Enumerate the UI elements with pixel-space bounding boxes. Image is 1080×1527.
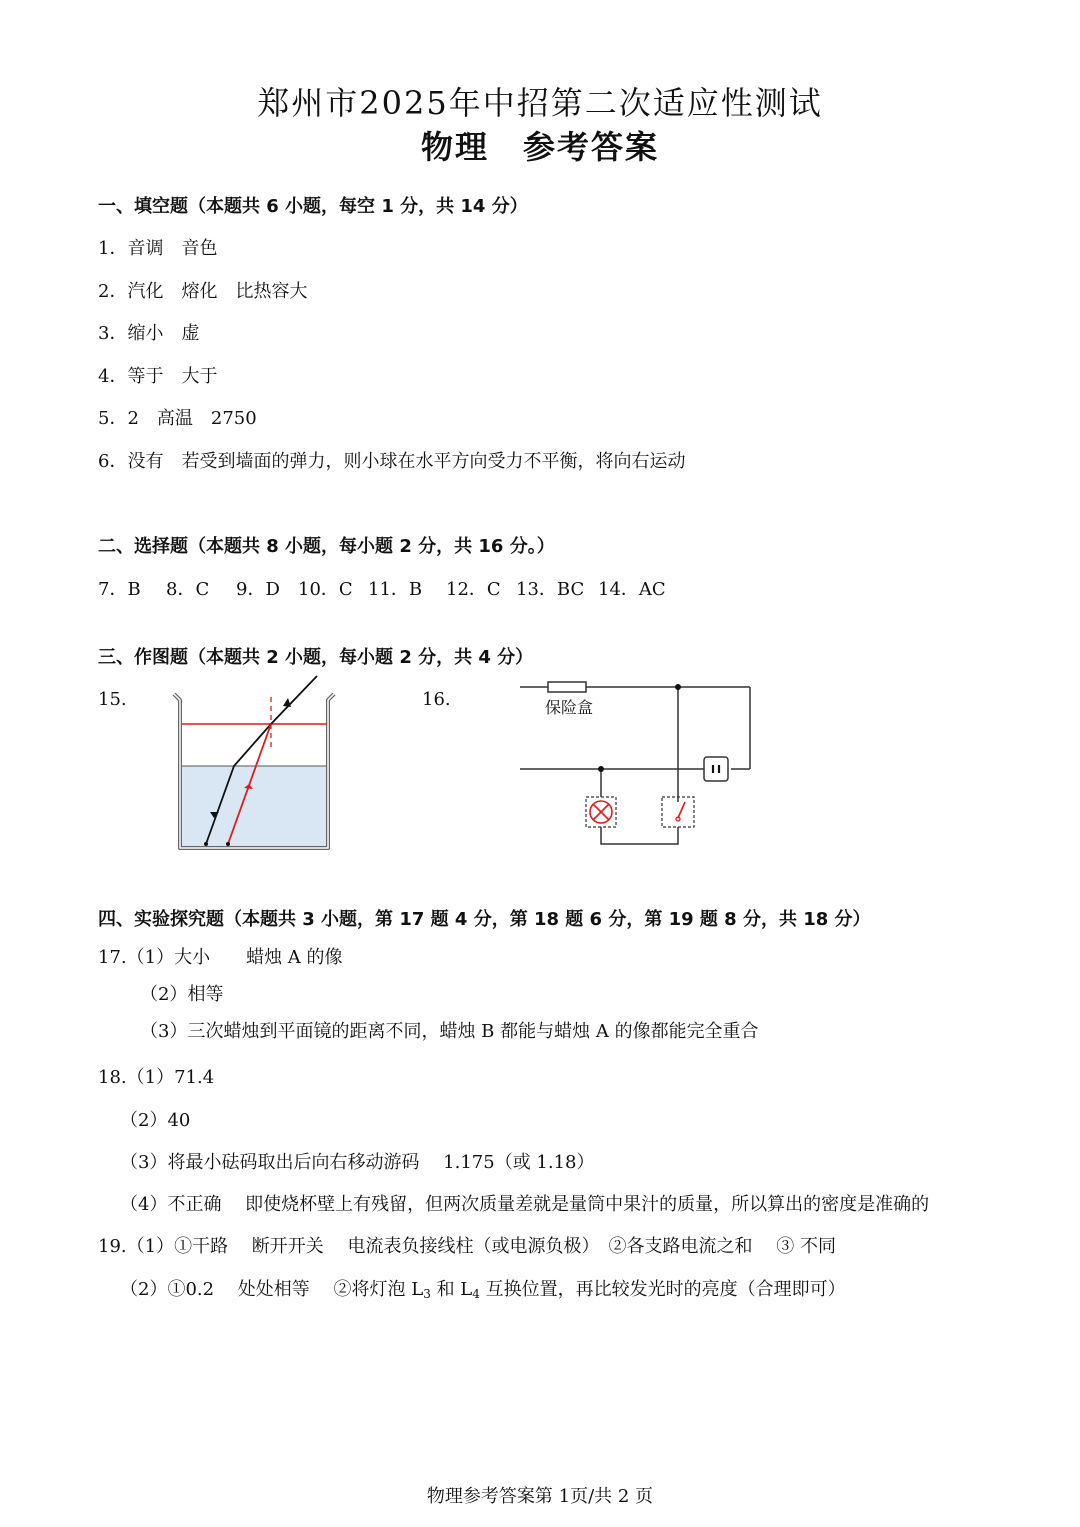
choice-answer-12: 12．C [446,579,501,600]
answer-19-2-part-c: 互换位置，再比较发光时的亮度（合理即可） [485,1279,846,1300]
lamp-subscript-3: 3 [423,1287,431,1301]
answer-18-1: 18.（1）71.4 [98,1067,215,1088]
switch-blade-icon [678,802,685,818]
answer-18-4: （4）不正确 即使烧杯壁上有残留，但两次质量差就是量筒中果汁的质量，所以算出的密度是准确的 [120,1194,930,1215]
answer-19-2-part-a: （2）①0.2 处处相等 ②将灯泡 L [120,1279,424,1300]
refracted-end-point [226,842,230,846]
answer-2: 2．汽化 熔化 比热容大 [98,281,308,302]
answer-6: 6．没有 若受到墙面的弹力，则小球在水平方向受力不平衡，将向右运动 [98,451,686,472]
page-footer: 物理参考答案第 1页/共 2 页 [426,1486,654,1507]
answer-19-2 [120,1275,846,1301]
choice-answer-14: 14．AC [598,579,666,600]
choice-answer-11: 11．B [368,579,423,600]
section-1-heading: 一、填空题（本题共 6 小题，每空 1 分，共 14 分） [98,196,528,217]
answer-3: 3．缩小 虚 [98,323,200,344]
ray-arrow-1 [283,698,291,707]
answer-18-3: （3）将最小砝码取出后向右移动游码 1.175（或 1.18） [120,1152,595,1173]
section-4-heading: 四、实验探究题（本题共 3 小题，第 17 题 4 分，第 18 题 6 分，第 19 题 8 分，共 18 分） [98,909,871,930]
section-2-heading: 二、选择题（本题共 8 小题，每小题 2 分，共 16 分。） [98,536,555,557]
choice-answer-10: 10．C [298,579,353,600]
fuse-box-symbol [548,682,586,692]
answer-5: 5．2 高温 2750 [98,408,257,429]
answer-4: 4．等于 大于 [98,366,218,387]
refraction-diagram [170,672,340,854]
answer-1: 1．音调 音色 [98,238,218,259]
fuse-box-label: 保险盒 [545,698,594,717]
water-region [182,766,327,848]
wire-lamp-switch [601,827,678,844]
page-title: 郑州市2025年中招第二次适应性测试 [257,84,823,122]
answer-17-2: （2）相等 [140,984,224,1005]
choice-answer-8: 8．C [166,579,210,600]
answer-17-1: 17.（1）大小 蜡烛 A 的像 [98,947,343,968]
section-3-heading: 三、作图题（本题共 2 小题，每小题 2 分，共 4 分） [98,647,534,668]
question-16-label: 16. [422,689,451,710]
question-15-label: 15. [98,689,127,710]
answer-18-2: （2）40 [120,1110,191,1131]
lamp-subscript-4: 4 [472,1287,480,1301]
answer-19-1: 19.（1）①干路 断开开关 电流表负接线柱（或电源负极） ②各支路电流之和 ③ 不同 [98,1236,836,1257]
junction-bottom [598,766,604,772]
socket-icon [704,757,728,781]
switch-contact [676,817,680,821]
page-subtitle: 物理 参考答案 [420,128,659,166]
ray-end-point [204,842,208,846]
junction-top [675,684,681,690]
answer-17-3: （3）三次蜡烛到平面镜的距离不同，蜡烛 B 都能与蜡烛 A 的像都能完全重合 [140,1021,759,1042]
choice-answer-9: 9．D [236,579,280,600]
answer-19-2-part-b: 和 L [436,1279,473,1300]
choice-answer-7: 7．B [98,579,141,600]
choice-answer-13: 13．BC [516,579,585,600]
